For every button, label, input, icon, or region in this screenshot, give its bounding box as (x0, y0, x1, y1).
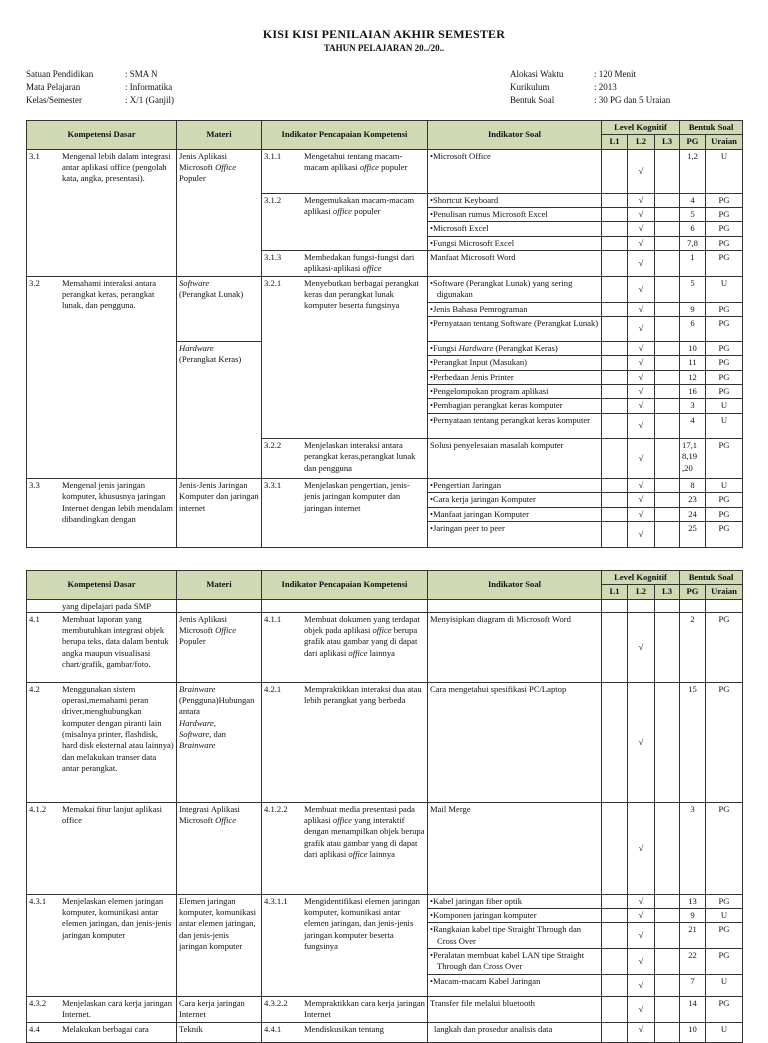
indikator-soal: • Manfaat jaringan Komputer (428, 507, 602, 521)
ipk-text: Menjelaskan pengertian, jenis-jenis jaringan komputer dan jaringan internet (304, 479, 410, 513)
pg-number: 7,8 (680, 236, 706, 250)
pg-number: 2 (680, 612, 706, 682)
ipk-cell (262, 802, 428, 894)
materi-italic: Office (215, 625, 237, 636)
indikator-soal: • Kabel jaringan fiber optik (428, 894, 602, 908)
check-mark: √ (628, 385, 655, 399)
materi-text: Jenis Aplikasi Microsoft (179, 150, 227, 173)
materi-italic: Office (215, 162, 237, 173)
header-indikator-soal: Indikator Soal (428, 121, 602, 150)
table-row (27, 599, 743, 612)
pg-number: 8 (680, 478, 706, 492)
kd-text: yang dipelajari pada SMP (62, 600, 152, 611)
pg-number: 1 (680, 251, 706, 277)
meta-value: : 30 PG dan 5 Uraian (594, 95, 671, 105)
materi-cell (177, 802, 262, 894)
materi-text: Integrasi Aplikasi Microsoft (179, 803, 240, 826)
indikator-soal: Manfaat Microsoft Word (428, 251, 602, 277)
ipk-cell (262, 478, 428, 547)
ipk-text: populer (381, 162, 408, 173)
pg-number: 5 (680, 276, 706, 302)
meta-key: Satuan Pendidikan (26, 69, 94, 79)
ipk-cell (262, 894, 428, 996)
indikator-soal: • Software (Perangkat Lunak) yang sering digunakan (428, 276, 602, 302)
check-mark: √ (628, 949, 655, 975)
header-bentuk-soal: Bentuk Soal (680, 571, 743, 585)
pg-number: 22 (680, 949, 706, 975)
pg-number: 1,2 (680, 149, 706, 193)
soal-type: PG (706, 193, 743, 207)
ipk-text: Mempraktikkan interaksi dua atau lebih perangkat yang berbeda (304, 683, 422, 706)
kd-cell (27, 682, 177, 802)
check-mark: √ (628, 521, 655, 547)
ipk-italic: office (372, 625, 392, 636)
soal-type: PG (706, 923, 743, 949)
grid-table-2 (26, 570, 743, 1043)
pg-number: 6 (680, 222, 706, 236)
ipk-text: Membuat dokumen yang terdapat objek pada aplikasi (304, 613, 420, 636)
ipk-number: 3.3.1 (264, 479, 282, 490)
materi-cell (177, 612, 262, 682)
soal-type: PG (706, 521, 743, 547)
meta-key: Alokasi Waktu (510, 69, 564, 79)
soal-type: U (706, 276, 743, 302)
soal-type: PG (706, 507, 743, 521)
soal-type: PG (706, 996, 743, 1022)
pg-number: 25 (680, 521, 706, 547)
ipk-italic: office (348, 849, 368, 860)
pg-number: 14 (680, 996, 706, 1022)
indikator-soal: • Perangkat Input (Masukan) (428, 356, 602, 370)
kd-cell (27, 1022, 177, 1042)
table-row (27, 149, 743, 193)
soal-type: PG (706, 493, 743, 507)
ipk-text: Mengetahui tentang macam-macam aplikasi (304, 150, 403, 173)
kd-text: Menjelaskan cara kerja jaringan Internet. (62, 997, 172, 1020)
soal-type: PG (706, 949, 743, 975)
ipk-cell (262, 682, 428, 802)
ipk-italic: office (359, 162, 379, 173)
document-subtitle: TAHUN PELAJARAN 20../20.. (323, 43, 445, 53)
check-mark: √ (628, 802, 655, 894)
kd-cell (27, 612, 177, 682)
kd-text: Mengenal jenis jaringan komputer, khususnya jaringan Internet dengan lebih mendalam dibandingkan dengan (62, 479, 173, 524)
soal-type: U (706, 909, 743, 923)
indikator-soal: • Penulisan rumus Microsoft Excel (428, 208, 602, 222)
header-l1: L1 (602, 135, 628, 149)
materi-text: (Perangkat Keras) (179, 354, 242, 365)
header-kompetensi-dasar: Kompetensi Dasar (27, 571, 177, 600)
materi-italic: Hardware (179, 343, 214, 354)
kd-number: 4.3.1 (29, 895, 47, 906)
materi-italic: Office (215, 815, 237, 826)
check-mark: √ (628, 236, 655, 250)
kd-text: Melakukan berbagai cara (62, 1023, 149, 1034)
meta-key: Kurikulum (510, 82, 550, 92)
check-mark: √ (628, 342, 655, 356)
soal-type: PG (706, 385, 743, 399)
kd-number: 3.1 (29, 150, 40, 161)
materi-cell (177, 149, 262, 276)
ipk-number: 4.1.1 (264, 613, 282, 624)
header-l1: L1 (602, 585, 628, 599)
indikator-soal: • Macam-macam Kabel Jaringan (428, 974, 602, 996)
materi-italic: Brainware (179, 683, 216, 694)
indikator-soal: Mail Merge (428, 802, 602, 894)
indikator-soal: • Pengelompokan program aplikasi (428, 385, 602, 399)
ipk-cell (262, 251, 428, 277)
soal-type: PG (706, 236, 743, 250)
check-mark: √ (628, 222, 655, 236)
pg-number: 23 (680, 493, 706, 507)
soal-type: PG (706, 317, 743, 342)
pg-number: 10 (680, 1022, 706, 1042)
pg-number: 9 (680, 909, 706, 923)
ipk-number: 4.4.1 (264, 1023, 282, 1034)
header-level-kognitif: Level Kognitif (602, 571, 680, 585)
kd-text: Memahami interaksi antara perangkat keras, perangkat lunak, dan pengguna. (62, 277, 157, 311)
check-mark: √ (628, 193, 655, 207)
indikator-soal: • Microsoft Office (428, 149, 602, 193)
table-row (27, 276, 743, 302)
indikator-soal: Transfer file melalui bluetooth (428, 996, 602, 1022)
check-mark: √ (628, 251, 655, 277)
ipk-number: 4.1.2.2 (264, 803, 288, 814)
meta-info-left (26, 68, 174, 107)
check-mark: √ (628, 399, 655, 413)
soal-type: U (706, 1022, 743, 1042)
materi-cell (177, 682, 262, 802)
kd-number: 3.2 (29, 277, 40, 288)
kd-cell (27, 276, 177, 478)
pg-number: 24 (680, 507, 706, 521)
check-mark: √ (628, 356, 655, 370)
materi-text: Populer (179, 636, 206, 647)
soal-type: U (706, 974, 743, 996)
ipk-text: lainnya (369, 647, 395, 658)
indikator-soal: Cara mengetahui spesifikasi PC/Laptop (428, 682, 602, 802)
materi-text: Jenis Aplikasi Microsoft (179, 613, 227, 636)
check-mark: √ (628, 923, 655, 949)
ipk-text: Mengidentifikasi elemen jaringan komputer, komunikasi antar elemen jaringan, dan jenis-jenis jaringan komputer beserta fungsinya (304, 895, 420, 952)
meta-info-right (510, 68, 670, 107)
pg-number: 16 (680, 385, 706, 399)
table-row (27, 802, 743, 894)
soal-type: PG (706, 208, 743, 222)
materi-cell: Jenis-Jenis Jaringan Komputer dan jaringan internet (177, 478, 262, 547)
check-mark: √ (628, 507, 655, 521)
indikator-soal: • Jaringan peer to peer (428, 521, 602, 547)
ipk-text: Menyebutkan berbagai perangkat keras dan perangkat lunak komputer beserta fungsinya (304, 277, 420, 311)
ipk-text: Mengemukakan macam-macam aplikasi (304, 194, 414, 217)
table-row (27, 996, 743, 1022)
soal-type: PG (706, 894, 743, 908)
check-mark: √ (628, 438, 655, 478)
materi-cell (177, 276, 262, 341)
pg-number: 3 (680, 802, 706, 894)
kd-number: 4.2 (29, 683, 40, 694)
header-l3: L3 (655, 135, 680, 149)
meta-value: : 2013 (594, 82, 617, 92)
indikator-soal: • Komponen jaringan komputer (428, 909, 602, 923)
indikator-soal: • Shortcut Keyboard (428, 193, 602, 207)
pg-number: 4 (680, 193, 706, 207)
ipk-cell (262, 996, 428, 1022)
check-mark: √ (628, 682, 655, 802)
header-pg: PG (680, 585, 706, 599)
ipk-italic: office (348, 647, 368, 658)
pg-number: 10 (680, 342, 706, 356)
indikator-soal: Menyisipkan diagram di Microsoft Word (428, 612, 602, 682)
header-level-kognitif: Level Kognitif (602, 121, 680, 135)
ipk-cell (262, 193, 428, 250)
table-row (27, 612, 743, 682)
check-mark: √ (628, 996, 655, 1022)
kd-cell (27, 894, 177, 996)
check-mark: √ (628, 302, 655, 316)
ipk-number: 3.2.2 (264, 439, 282, 450)
header-l2: L2 (628, 135, 655, 149)
soal-text: (Perangkat Keras) (495, 343, 558, 354)
pg-number: 6 (680, 317, 706, 342)
ipk-cell (262, 438, 428, 478)
pg-number: 15 (680, 682, 706, 802)
ipk-text: berupa grafik atau gambar yang di dapat dari aplikasi (304, 625, 418, 658)
materi-text: dan (213, 729, 226, 740)
pg-number: 11 (680, 356, 706, 370)
check-mark: √ (628, 370, 655, 384)
pg-number: 17,1 8,19 ,20 (680, 438, 706, 478)
meta-key: Bentuk Soal (510, 95, 555, 105)
ipk-text: Mendiskusikan tentang (304, 1023, 384, 1034)
indikator-soal: • Microsoft Excel (428, 222, 602, 236)
ipk-text: lainnya (369, 849, 395, 860)
soal-type: PG (706, 438, 743, 478)
ipk-number: 4.3.1.1 (264, 895, 288, 906)
ipk-text: yang interaktif dengan menampilkan objek berupa grafik atau gambar yang di dapat dari aplikasi (304, 815, 425, 860)
materi-cell (177, 342, 262, 479)
pg-number: 3 (680, 399, 706, 413)
kd-number: 4.4 (29, 1023, 40, 1034)
soal-text: Fungsi (433, 343, 457, 354)
header-ipk: Indikator Pencapaian Kompetensi (262, 571, 428, 600)
grid-table-1 (26, 120, 743, 548)
materi-text: (Pengguna)Hubungan antara (179, 695, 255, 717)
ipk-number: 3.1.3 (264, 252, 282, 263)
soal-type: PG (706, 370, 743, 384)
pg-number: 21 (680, 923, 706, 949)
check-mark: √ (628, 413, 655, 438)
kd-cell (27, 996, 177, 1022)
indikator-soal: • Cara kerja jaringan Komputer (428, 493, 602, 507)
check-mark: √ (628, 894, 655, 908)
materi-cell: Cara kerja jaringan Internet (177, 996, 262, 1022)
indikator-soal (428, 1022, 602, 1042)
indikator-soal: • Jenis Bahasa Pemrograman (428, 302, 602, 316)
check-mark: √ (628, 493, 655, 507)
meta-value: : Informatika (125, 82, 173, 92)
table-row (27, 682, 743, 802)
materi-italic: Software, (179, 729, 212, 740)
indikator-soal: • Pernyataan tentang Software (Perangkat Lunak) (428, 317, 602, 342)
materi-italic: Brainware (179, 740, 216, 751)
ipk-cell (262, 612, 428, 682)
kd-number: 4.3.2 (29, 997, 47, 1008)
ipk-number: 3.2.1 (264, 277, 282, 288)
indikator-soal: • Pengertian Jaringan (428, 478, 602, 492)
soal-text: langkah dan prosedur analisis data (434, 1023, 553, 1034)
table-row (27, 1022, 743, 1042)
ipk-text: populer (354, 206, 381, 217)
soal-type: PG (706, 612, 743, 682)
check-mark: √ (628, 208, 655, 222)
table-row (27, 894, 743, 908)
kd-text: Memakai fitur lanjut aplikasi office (62, 803, 162, 826)
pg-number: 13 (680, 894, 706, 908)
soal-type: PG (706, 222, 743, 236)
ipk-number: 3.1.1 (264, 150, 282, 161)
materi-cell: Elemen jaringan komputer, komunikasi antar elemen jaringan, dan jenis-jenis jaringan komputer (177, 894, 262, 996)
meta-key: Kelas/Semester (26, 95, 82, 105)
soal-type: PG (706, 802, 743, 894)
indikator-soal: • Pernyataan tentang perangkat keras komputer (428, 413, 602, 438)
materi-italic: Hardware, (179, 717, 216, 728)
soal-type: PG (706, 342, 743, 356)
kd-text: Mengenal lebih dalam integrasi antar aplikasi office (pengolah kata, angka, presentasi). (62, 150, 171, 184)
soal-type: PG (706, 682, 743, 802)
kd-text: Menggunakan sistem operasi,memahami peran driver,menghubungkan komputer dengan piranti lain (misalnya printer, flashdisk, hard disk eksternal atau lainnya) dan melakukan transer data antar perangkat. (62, 683, 174, 774)
header-l3: L3 (655, 585, 680, 599)
soal-type: PG (706, 356, 743, 370)
check-mark: √ (628, 149, 655, 193)
soal-type: U (706, 149, 743, 193)
kd-continuation (27, 599, 177, 612)
header-indikator-soal: Indikator Soal (428, 571, 602, 600)
header-bentuk-soal: Bentuk Soal (680, 121, 743, 135)
header-materi: Materi (177, 121, 262, 150)
ipk-italic: office (332, 206, 352, 217)
indikator-soal: • Perbedaan Jenis Printer (428, 370, 602, 384)
kd-cell (27, 802, 177, 894)
soal-italic: Hardware (458, 343, 494, 354)
check-mark: √ (628, 276, 655, 302)
materi-text: Populer (179, 173, 206, 184)
pg-number: 5 (680, 208, 706, 222)
ipk-text: Mempraktikkan cara kerja jaringan Internet (304, 997, 425, 1020)
materi-italic: Software (179, 277, 210, 288)
header-materi: Materi (177, 571, 262, 600)
pg-number: 12 (680, 370, 706, 384)
kd-text: Membuat laporan yang membutuhkan integrasi objek berupa teks, data dalam bentuk angka maupun visualisasi chart/grafik, gambar/foto. (62, 613, 169, 670)
check-mark: √ (628, 478, 655, 492)
document-title: KISI KISI PENILAIAN AKHIR SEMESTER (262, 27, 506, 41)
indikator-soal: • Pembagian perangkat keras komputer (428, 399, 602, 413)
header-uraian: Uraian (706, 135, 743, 149)
header-ipk: Indikator Pencapaian Kompetensi (262, 121, 428, 150)
pg-number: 4 (680, 413, 706, 438)
soal-type: U (706, 399, 743, 413)
indikator-soal: Solusi penyelesaian masalah komputer (428, 438, 602, 478)
materi-cell: Teknik (177, 1022, 262, 1042)
kd-cell (27, 478, 177, 547)
ipk-italic: office (332, 815, 352, 826)
ipk-text: Membuat media presentasi pada aplikasi (304, 803, 415, 826)
header-kompetensi-dasar: Kompetensi Dasar (27, 121, 177, 150)
header-l2: L2 (628, 585, 655, 599)
check-mark: √ (628, 909, 655, 923)
indikator-soal (428, 342, 602, 356)
indikator-soal: • Rangkaian kabel tipe Straight Through dan Cross Over (428, 923, 602, 949)
ipk-cell (262, 276, 428, 438)
soal-type: U (706, 413, 743, 438)
ipk-number: 3.1.2 (264, 194, 282, 205)
ipk-number: 4.2.1 (264, 683, 282, 694)
kd-number: 3.3 (29, 479, 40, 490)
ipk-italic: office (362, 263, 382, 274)
check-mark: √ (628, 974, 655, 996)
check-mark: √ (628, 1022, 655, 1042)
ipk-text: Membedakan fungsi-fungsi dari aplikasi-aplikasi (304, 252, 415, 274)
kd-text: Menjelaskan elemen jaringan komputer, komunikasi antar elemen jaringan, dan jenis-jenis jaringan komputer (62, 895, 172, 940)
kd-number: 4.1 (29, 613, 40, 624)
pg-number: 7 (680, 974, 706, 996)
materi-text: (Perangkat Lunak) (179, 289, 244, 300)
indikator-soal: • Peralatan membuat kabel LAN tipe Straight Through dan Cross Over (428, 949, 602, 975)
meta-value: : SMA N (125, 69, 158, 79)
ipk-number: 4.3.2.2 (264, 997, 288, 1008)
check-mark: √ (628, 317, 655, 342)
soal-type: U (706, 478, 743, 492)
ipk-cell (262, 1022, 428, 1042)
soal-type: PG (706, 251, 743, 277)
header-uraian: Uraian (706, 585, 743, 599)
kd-number: 4.1.2 (29, 803, 47, 814)
check-mark: √ (628, 612, 655, 682)
meta-key: Mata Pelajaran (26, 82, 81, 92)
table-row (27, 478, 743, 492)
soal-type: PG (706, 302, 743, 316)
meta-value: : X/1 (Ganjil) (125, 95, 174, 105)
pg-number: 9 (680, 302, 706, 316)
kd-cell (27, 149, 177, 276)
indikator-soal: • Fungsi Microsoft Excel (428, 236, 602, 250)
meta-value: : 120 Menit (594, 69, 636, 79)
ipk-text: Menjelaskan interaksi antara perangkat keras,perangkat lunak dan pengguna (304, 439, 416, 473)
header-pg: PG (680, 135, 706, 149)
ipk-cell (262, 149, 428, 193)
